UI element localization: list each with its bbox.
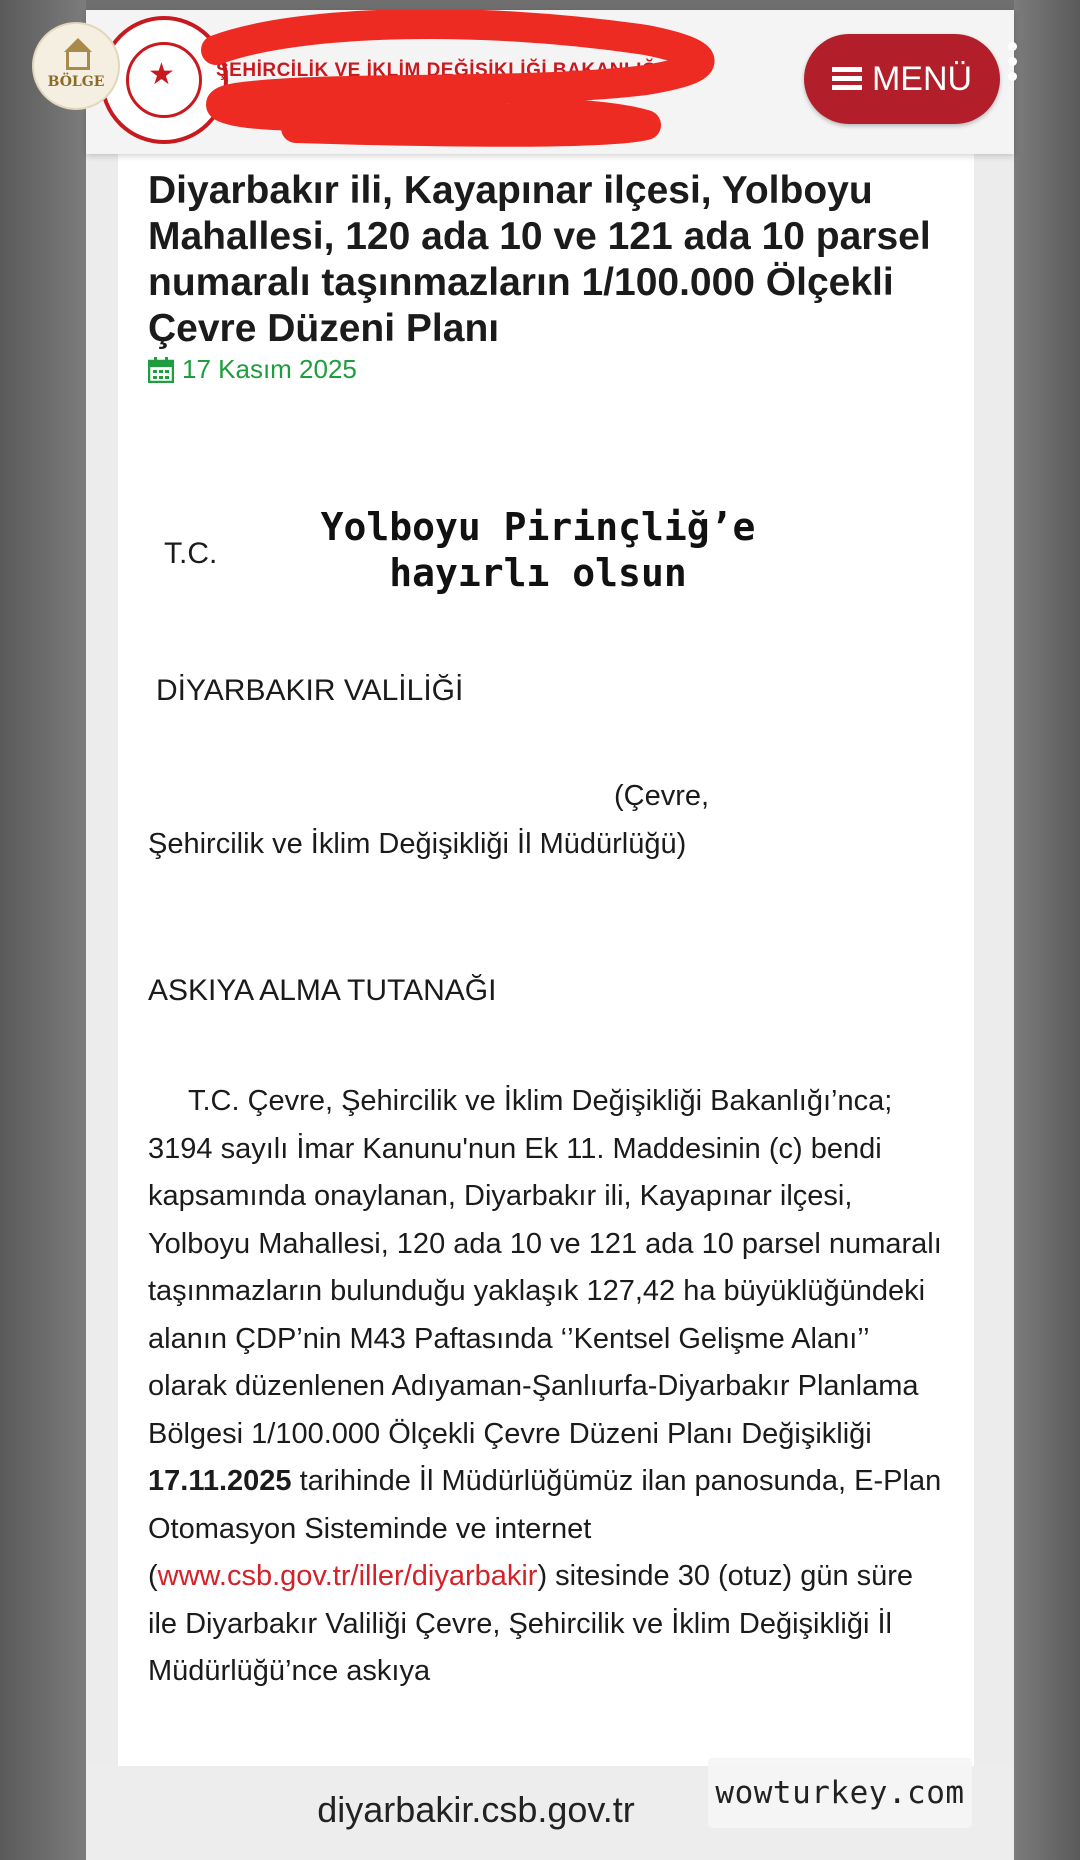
body-paragraph: T.C. Çevre, Şehircilik ve İklim Değişikliği Bakanlığı’nca; 3194 sayılı İmar Kanunu'nun Ek 11. Maddesinin (c) bendi kapsamında onaylanan, Diyarbakır ili, Kayapınar ilçesi, Yolboyu Mahallesi, 120 ada 10 ve 121 ada 10 parsel numaralı taşınmazların bulunduğu yaklaşık 127,42 ha büyüklüğündeki alanın ÇDP’nin M43 Paftasında ‘’Kentsel Gelişme Alanı’’ olarak düzenlenen Adıyaman-Şanlıurfa-Diyarbakır Planlama Bölgesi 1/100.000 Ölçekli Çevre Düzeni Planı Değişikliği 17.11.2025 tarihinde İl Müdürlüğümüz ilan panosunda, E-Plan Otomasyon Sisteminde ve internet (www.csb.gov.tr/iller/diyarbakir) sitesinde 30 (otuz) gün süre ile Diyarbakır Valiliği Çevre, Şehircilik ve İklim Değişikliği İl Müdürlüğü’nce askıya [148, 1085, 942, 1687]
csb-link[interactable]: www.csb.gov.tr/iller/diyarbakir [157, 1560, 538, 1592]
right-background-edge [1014, 0, 1080, 1860]
phone-screen [86, 10, 1014, 1860]
caption-line-2: hayırlı olsun [389, 551, 687, 595]
story-caption [238, 504, 838, 596]
article-content [118, 154, 974, 1774]
more-options-icon[interactable] [1008, 42, 1018, 87]
directorate-line-2: Şehircilik ve İklim Değişikliği İl Müdürlüğü) [148, 828, 687, 860]
publish-date [148, 354, 357, 385]
governorate-heading: DİYARBAKIR VALİLİĞİ [156, 674, 464, 707]
site-header [86, 10, 1014, 154]
calendar-icon [148, 357, 174, 383]
tc-label: T.C. [164, 537, 218, 570]
watermark: wowturkey.com [708, 1758, 972, 1828]
star-icon: ★ [148, 58, 175, 91]
channel-brand: BÖLGE [47, 74, 105, 90]
menu-button[interactable] [804, 34, 1000, 124]
left-background-edge [0, 0, 86, 1860]
directorate-line-1: (Çevre, [614, 780, 710, 812]
document-heading: ASKIYA ALMA TUTANAĞI [148, 974, 497, 1007]
house-icon [64, 38, 92, 52]
ministry-name: ŞEHİRCİLİK VE İKLİM DEĞİŞİKLİĞİ BAKANLIĞI [216, 60, 663, 81]
page-title: Diyarbakır ili, Kayapınar ilçesi, Yolboyu Mahallesi, 120 ada 10 ve 121 ada 10 parsel numaralı taşınmazların 1/100.000 Ölçekli Çevre Düzeni Planı [148, 169, 931, 350]
url-text: diyarbakir.csb.gov.tr [317, 1789, 635, 1830]
channel-avatar[interactable] [32, 22, 120, 110]
menu-label: MENÜ [871, 59, 973, 98]
date-text: 17 Kasım 2025 [182, 354, 357, 384]
redaction-scribble [176, 10, 776, 150]
caption-line-1: Yolboyu Pirinçliğ’e [320, 505, 756, 549]
hamburger-icon [832, 67, 862, 91]
announcement-date: 17.11.2025 [148, 1465, 292, 1497]
